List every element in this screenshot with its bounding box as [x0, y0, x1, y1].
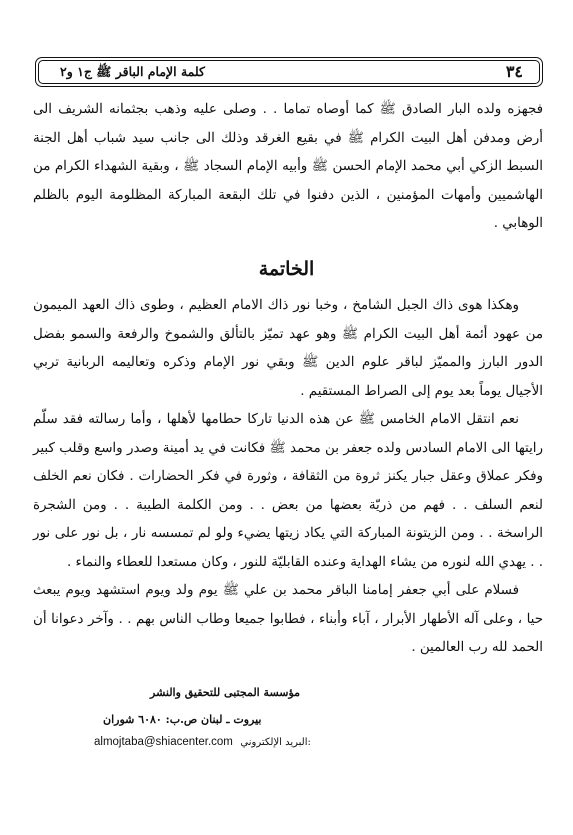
publisher-address: بيروت ـ لبنان ص.ب: ٦٠٨٠ شوران	[103, 713, 262, 726]
body-text-block	[33, 292, 543, 663]
top-paragraph-block	[33, 96, 543, 239]
top-paragraph: فجهزه ولده البار الصادق ﷺ كما أوصاه تماما . . وصلى عليه وذهب بجثمانه الشريف الى أرض ومدفن أهل البيت الكرام ﷺ في بقيع الغرقد وذلك الى جانب سيد شباب أهل الجنة السبط الزكي أبي محمد الإمام الحسن ﷺ وأبيه الإمام السجاد ﷺ ، وبقية الشهداء الكرام من الهاشميين وأمهات المؤمنين ، الذين دفنوا في تلك البقعة المباركة المظلومة اليوم بالظلم الوهابي .	[33, 102, 543, 231]
section-title: الخاتمة	[258, 258, 315, 280]
publisher-name: مؤسسة المجتبى للتحقيق والنشر	[150, 686, 301, 699]
paragraph-1: وهكذا هوى ذاك الجبل الشامخ ، وخبا نور ذاك الامام العظيم ، وطوى ذاك العهد الميمون من عهود أئمة أهل البيت الكرام ﷺ وهو عهد تميّز بالتألق والشموخ والرفعة والسمو بفضل الدور البارز والمميّز لباقر علوم الدين ﷺ وبقي نور الإمام وذكره وتعاليمه الربانية تربي الأجيال يوماً بعد يوم إلى الصراط المستقيم .	[33, 298, 543, 399]
paragraph-2: نعم انتقل الامام الخامس ﷺ عن هذه الدنيا تاركا حطامها لأهلها ، وأما رسالته فقد سلّم رايتها الى الامام السادس ولده جعفر بن محمد ﷺ فكانت في يد أمينة وصدر واسع وقلب كبير وفكر عملاق وعقل جبار يكنز ثروة من الثقافة ، وثورة في فكر الحضارات . فكان نعم الخلف لنعم السلف . . فهم من ذريّة بعضها من بعض . . ومن الكلمة الطيبة . . ومن الشجرة الراسخة . . ومن الزيتونة المباركة التي يكاد زيتها يضيء ولو لم تمسسه نار ، بل نور على نور . . يهدي الله لنوره من يشاء الهداية وعنده القابليّة للنور ، وكان مستعدا للعطاء والنماء .	[33, 412, 543, 570]
email-address: almojtaba@shiacenter.com	[94, 736, 233, 748]
page-number: ٣٤	[505, 62, 523, 81]
email-label: البريد الإلكتروني:	[240, 737, 311, 748]
email-line	[94, 735, 311, 748]
running-title: كلمة الإمام الباقر ﷺ ج١ و٢	[60, 64, 206, 79]
paragraph-3: فسلام على أبي جعفر إمامنا الباقر محمد بن علي ﷺ يوم ولد ويوم استشهد ويوم يبعث حيا ، وعلى آله الأطهار الأبرار ، آباء وأبناء ، فطابوا جميعا وطاب الناس بهم . . وآخر دعوانا أن الحمد لله رب العالمين .	[33, 583, 543, 655]
